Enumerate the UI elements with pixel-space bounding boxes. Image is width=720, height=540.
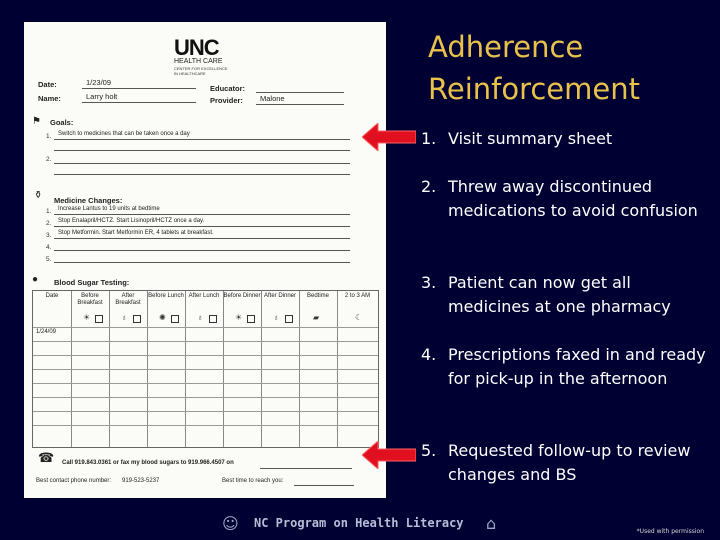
slide-title-line-1: Adherence [428, 30, 584, 64]
column-header: Before Lunch [148, 293, 184, 299]
checkbox [133, 315, 141, 323]
checkbox [95, 315, 103, 323]
blood-drop-icon: ● [32, 274, 39, 285]
checkbox [209, 315, 217, 323]
table-row-divider [33, 327, 378, 328]
list-item-text: Requested follow-up to review changes and BS [448, 441, 691, 484]
date-value: 1/23/09 [86, 78, 112, 87]
table-row-divider [33, 355, 378, 356]
list-item-number: 3. [421, 273, 437, 292]
call-instructions: Call 919.843.0361 or fax my blood sugars to 919.966.4507 on [62, 460, 234, 466]
list-item-text: Prescriptions faxed in and ready for pick-up in the afternoon [448, 345, 706, 388]
table-row-divider [33, 383, 378, 384]
visit-summary-sheet [24, 22, 386, 498]
sunset-icon: ☀ [235, 313, 243, 322]
goal-number-2: 2. [46, 156, 52, 163]
checkbox [171, 315, 179, 323]
med-number-1: 1. [46, 208, 52, 215]
med-line [54, 250, 350, 251]
provider-line [256, 104, 344, 105]
column-header: Bedtime [306, 293, 329, 299]
footer-program-name: NC Program on Health Literacy [254, 516, 464, 530]
checkbox [285, 315, 293, 323]
column-header: Before Breakfast [77, 293, 103, 306]
blood-sugar-table [32, 290, 379, 448]
list-item-number: 2. [421, 177, 437, 196]
column-header: After Breakfast [115, 293, 141, 306]
unc-health-care-logo: UNC HEALTH CARE CENTER FOR EXCELLENCE IN HEALTHCARE [174, 35, 228, 76]
goal-line [54, 174, 350, 175]
table-row-divider [33, 425, 378, 426]
medicine-bottle-icon: ⚱ [34, 190, 43, 201]
slide-title-line-2: Reinforcement [428, 72, 640, 106]
people-icon: ☺ [222, 514, 239, 533]
table-row-divider [33, 411, 378, 412]
provider-label: Provider: [210, 96, 243, 105]
list-item-number: 4. [421, 345, 437, 364]
red-arrow-icon [362, 441, 416, 469]
med-number-2: 2. [46, 220, 52, 227]
table-date-cell: 1/24/09 [36, 329, 57, 335]
column-header: 2 to 3 AM [344, 293, 371, 299]
list-item-number: 1. [421, 129, 437, 148]
med-line [54, 226, 350, 227]
list-item-text: Patient can now get all medicines at one pharmacy [448, 273, 671, 316]
medicine-changes-label: Medicine Changes: [54, 196, 123, 205]
column-header: After Lunch [188, 293, 220, 299]
sun-icon: ✺ [159, 313, 166, 322]
med-line [54, 262, 350, 263]
list-item-text: Threw away discontinued medications to avoid confusion [448, 177, 698, 220]
table-row-divider [33, 341, 378, 342]
column-header: After Dinner [263, 293, 296, 299]
table-row-divider [33, 369, 378, 370]
med-number-5: 5. [46, 256, 52, 263]
goal-line [54, 139, 350, 140]
goal-number-1: 1. [46, 133, 52, 140]
best-time-line [294, 485, 354, 486]
list-item-text: Visit summary sheet [448, 129, 613, 148]
red-arrow-icon [362, 123, 416, 151]
blood-sugar-testing-label: Blood Sugar Testing: [54, 278, 130, 287]
bell-icon: ♁ [197, 313, 203, 322]
moon-icon: ☾ [355, 313, 363, 322]
checkbox [247, 315, 255, 323]
bell-icon: ♁ [121, 313, 127, 322]
name-value: Larry holt [86, 92, 118, 101]
med-number-4: 4. [46, 244, 52, 251]
name-label: Name: [38, 94, 61, 103]
provider-value: Malone [260, 94, 285, 103]
med-number-3: 3. [46, 232, 52, 239]
sunrise-icon: ☀ [83, 313, 91, 322]
best-time-label: Best time to reach you: [222, 478, 284, 484]
goal-line [54, 163, 350, 164]
educator-line [256, 92, 344, 93]
building-icon: ⌂ [486, 514, 497, 533]
date-line [82, 88, 196, 89]
column-header: Date [45, 293, 59, 299]
goal-line [54, 150, 350, 151]
slide-title [428, 26, 688, 110]
goals-icon: ⚑ [32, 116, 41, 127]
call-line [260, 468, 352, 469]
bed-icon: ▰ [313, 313, 320, 322]
name-line [82, 102, 196, 103]
permission-note: *Used with permission [636, 528, 704, 535]
med-line [54, 238, 350, 239]
med-line [54, 214, 350, 215]
med-change-2: Stop Enalapril/HCTZ. Start Lisinopril/HCTZ once a day. [58, 218, 205, 224]
column-header: Before Dinner [223, 293, 261, 299]
list-item-number: 5. [421, 441, 437, 460]
bell-icon: ♁ [273, 313, 279, 322]
educator-label: Educator: [210, 84, 246, 93]
goals-label: Goals: [50, 118, 74, 127]
table-row-divider [33, 397, 378, 398]
best-contact-value: 919-523-5237 [122, 478, 160, 484]
med-change-1: Increase Lantus to 19 units at bedtime [58, 206, 160, 212]
date-label: Date: [38, 80, 57, 89]
med-change-3: Stop Metformin. Start Metformin ER, 4 tablets at breakfast. [58, 230, 214, 236]
best-contact-label: Best contact phone number: [36, 478, 112, 484]
phone-icon: ☎ [38, 450, 55, 465]
goal-1: Switch to medicines that can be taken once a day [58, 131, 190, 137]
